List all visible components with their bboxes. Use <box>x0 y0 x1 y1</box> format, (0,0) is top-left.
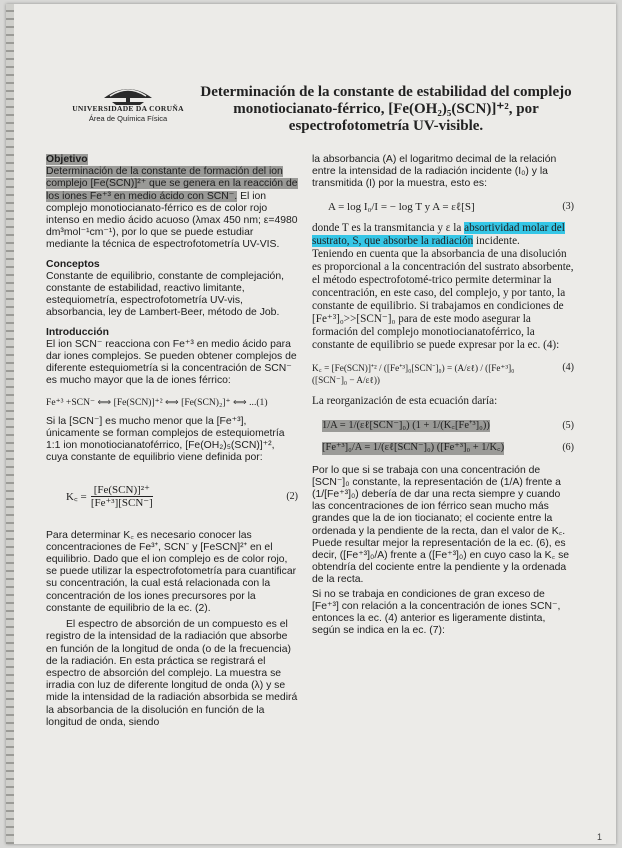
numerator: [Fe(SCN)]²⁺ <box>91 484 153 497</box>
equation-number: (6) <box>562 442 574 454</box>
intro-paragraph-2: Si la [SCN⁻] es mucho menor que la [Fe⁺³], únicamente se forman complejos de estequiometría 1:1 ion monotiocianatoférrico, [Fe(OH₂)₅(SCN)]⁺², cuya constante de equilibrio viene definida por: <box>46 415 285 464</box>
spiral-binding <box>6 4 14 844</box>
university-name: UNIVERSIDADE DA CORUÑA <box>72 104 184 113</box>
university-logo-icon <box>100 82 156 106</box>
equation-6 <box>322 442 574 454</box>
department-name: Área de Química Física <box>88 114 168 123</box>
equation-body: 1/A = 1/(εℓ[SCN⁻]₀) (1 + 1/(K꜀[Fe⁺³]₀)) <box>322 420 490 432</box>
denominator: [Fe⁺³][SCN⁻] <box>90 497 153 510</box>
paragraph: Si no se trabaja en condiciones de gran exceso de [Fe⁺³] con relación a la concentración de iones SCN⁻, entonces la ec. (4) anterior es ligeramente distinta, según se indica en la ec. (7): <box>312 588 561 637</box>
equation-1: Fe⁺³ +SCN⁻ ⟺ [Fe(SCN)]⁺² ⟺ [Fe(SCN)₂]⁺ ⟺ ...(1) <box>46 396 268 408</box>
equation-2 <box>46 474 298 520</box>
title-line: Determinación de la constante de estabilidad del complejo <box>200 84 572 100</box>
paragraph: donde T es la transmitancia y ε la absortividad molar del sustrato, S, que absorbe la radiación incidente. <box>312 221 565 247</box>
intro-paragraph: El ion SCN⁻ reacciona con Fe⁺³ en medio ácido para dar iones complejos. Se pueden obtener complejos de diferente estequiometría si la concentración de SCN⁻ es mucho mayor que la de iones férrico: <box>46 338 297 387</box>
equation-lhs: K꜀ = <box>66 490 87 503</box>
paragraph: Para determinar K꜀ es necesario conocer las concentraciones de Fe³⁺, SCN⁻ y [FeSCN]²⁺ en el equilibrio. Dado que el ion complejo es de color rojo, se puede utilizar la espectrofotometría para cuantificar su concentración, la cual está relacionada con la concentración de los iones precursores por la constante de equilibrio de la ec. (2). <box>46 529 297 614</box>
paragraph: Teniendo en cuenta que la absorbancia de una disolución es proporcional a la concentración del sustrato absorbente, el método espectrofotomé-trico permite determinar la concentración, en este caso, del complejo, y por tanto, la constante de equilibrio. Si trabajamos en condiciones de [Fe⁺³]₀>>[SCN⁻]₀ para de este modo asegurar la formación del complejo monotiocianatoférrico, la constante de equilibrio se puede expresar por la ec. (4): <box>312 247 574 351</box>
equation-number: (4) <box>562 361 574 373</box>
title-line: monotiocianato-férrico, [Fe(OH₂)₅(SCN)]⁺², por <box>233 101 539 117</box>
document-title <box>176 84 596 135</box>
equation-number: (5) <box>562 420 574 432</box>
equation-fraction <box>91 484 153 509</box>
title-line: espectrofotometría UV-visible. <box>288 118 484 134</box>
paragraph: El espectro de absorción de un compuesto es el registro de la intensidad de la radiación que absorbe en función de la longitud de onda (o de la frecuencia) de la radiación. En esta práctica se registrará el espectro de absorción del complejo. La muestra se irradia con luz de diferente longitud de onda (λ) y se mide la intensidad de la radiación absorbida se medirá la absorbancia de la disolución en función de la longitud de onda, siendo <box>46 619 298 728</box>
section-heading-objetivo: Objetivo <box>46 154 88 165</box>
paragraph: La reorganización de esta ecuación daría: <box>312 395 498 408</box>
equation-3 <box>312 201 574 213</box>
paragraph: la absorbancia (A) el logaritmo decimal de la relación entre la intensidad de la radiación incidente (I₀) y la transmitida (I) por la muestra, esto es: <box>312 154 557 190</box>
header <box>66 76 586 146</box>
paragraph: Por lo que si se trabaja con una concentración de [SCN⁻]₀ constante, la representación de (1/A) frente a (1/[Fe⁺³]₀) debería de dar una recta siempre y cuando las concentraciones de ion férrico sean mucho más grandes que la de ion tiocianato; el cociente entre la ordenada y la pendiente de la recta, dan el valor de K꜀. Puede resultar mejor la representación de la ec. (6), es decir, ([Fe⁺³]₀/A) frente a ([Fe⁺³]₀) en cuyo caso la K꜀ se obtendría del cociente entre la pendiente y la ordenada de la recta. <box>312 464 570 586</box>
equation-body: [Fe⁺³]₀/A = 1/(εℓ[SCN⁻]₀) ([Fe⁺³]₀ + 1/K꜀) <box>322 442 505 454</box>
left-column <box>46 154 298 729</box>
equation-4 <box>312 362 574 386</box>
equation-body: A = log I₀/I = − log T y A = εℓ[S] <box>328 200 475 213</box>
equation-5 <box>322 420 574 432</box>
equation-body: K꜀ = [Fe(SCN)]⁺² / ([Fe⁺³]₀[SCN⁻]₀) = (A/εℓ) / ([Fe⁺³]₀ ([SCN⁻]₀ − A/εℓ)) <box>312 362 515 386</box>
page-number: 1 <box>596 832 602 842</box>
conceptos-text: Constante de equilibrio, constante de complejación, constante de estabilidad, reactivo limitante, estequiometría, espectrofotometría UV-vis, absorbancia, ley de Lambert-Beer, método de Job. <box>46 270 284 319</box>
equation-number: (3) <box>562 200 574 212</box>
section-heading-introduccion: Introducción <box>46 326 109 338</box>
right-column <box>312 154 574 637</box>
equation-number: (2) <box>286 490 298 502</box>
section-heading-conceptos: Conceptos <box>46 258 100 270</box>
document-page <box>6 4 616 844</box>
objetivo-text: Determinación de la constante de formación del ion complejo [Fe(SCN)]²⁺ que se genera en la reacción de los iones Fe⁺³ en medio ácido con SCN⁻. El ion complejo monotiocianato-férrico es de color rojo intenso en medio ácido acuoso (λmax 450 nm; ε=4980 dm³mol⁻¹cm⁻¹), por lo que se puede estudiar mediante la técnica de espectrofotometría UV-VIS. <box>46 166 298 251</box>
